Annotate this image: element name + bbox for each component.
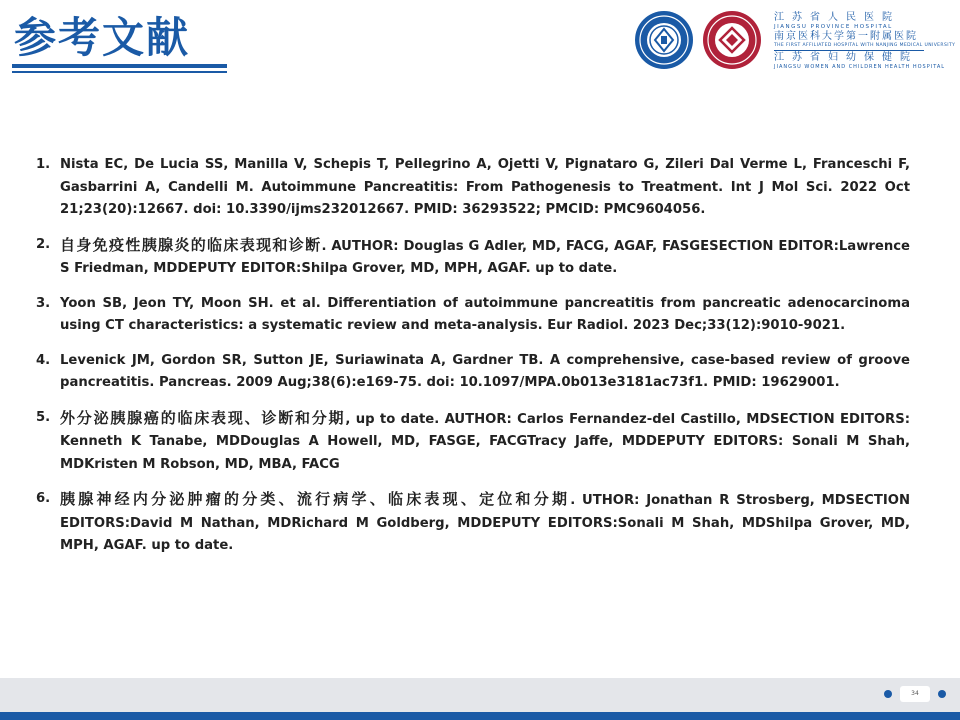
hospital-name-cn: 江苏省人民医院 — [774, 12, 900, 23]
reference-text — [60, 154, 910, 222]
slide-header — [0, 0, 960, 90]
reference-chinese-title: 胰腺神经内分泌肿瘤的分类、流行病学、临床表现、定位和分期 — [60, 490, 571, 508]
women-children-hospital-cn: 江苏省妇幼保健院 — [774, 52, 918, 63]
reference-item — [36, 350, 910, 395]
reference-body: Yoon SB, Jeon TY, Moon SH. et al. Differentiation of autoimmune pancreatitis from pancreatic adenocarcinoma using CT characteristics: a systematic review and meta-analysis. Eur Radiol. 2023 Dec;33(12):9010-9021. — [60, 295, 910, 333]
hospital-name-en: JIANGSU PROVINCE HOSPITAL — [774, 24, 893, 30]
reference-body: , up to date. AUTHOR: Carlos Fernandez-del Castillo, MDSECTION EDITORS: Kenneth K Tanabe, MDDouglas A Howell, MD, FASGE, FACGTracy Jaffe, MDDEPUTY EDITORS: Sonali M Shah, MDKristen M Robson, MD, MBA, FACG — [60, 411, 910, 472]
reference-chinese-title: 自身免疫性胰腺炎的临床表现和诊断 — [60, 235, 322, 254]
footer-bar — [0, 712, 960, 720]
reference-number: 1. — [36, 157, 51, 172]
title-underline — [12, 64, 227, 68]
reference-body: . AUTHOR: Douglas G Adler, MD, FACG, AGAF, FASGESECTION EDITOR:Lawrence S Friedman, MDDEPUTY EDITOR:Shilpa Grover, MD, MPH, AGAF. up to date. — [60, 238, 910, 276]
reference-number: 5. — [36, 409, 51, 425]
reference-item — [36, 234, 910, 281]
reference-number: 3. — [36, 295, 51, 311]
women-children-hospital-en: JIANGSU WOMEN AND CHILDREN HEALTH HOSPITAL — [774, 64, 946, 70]
reference-item — [36, 488, 910, 558]
reference-chinese-title: 外分泌胰腺癌的临床表现、诊断和分期 — [60, 408, 346, 427]
footer-band — [0, 678, 960, 712]
reference-body: Nista EC, De Lucia SS, Manilla V, Schepis T, Pellegrino A, Ojetti V, Pignataro G, Zileri Dal Verme L, Franceschi F, Gasbarrini A, Candelli M. Autoimmune Pancreatitis: From Pathogenesis to Treatment. Int J Mol Sci. 2022 Oct 21;23(20):12667. doi: 10.3390/ijms232012667. PMID: 36293522; PMCID: PMC9604056. — [60, 157, 910, 217]
maternal-hospital-logo-icon — [702, 10, 762, 70]
reference-number: 2. — [36, 236, 51, 252]
reference-body: Levenick JM, Gordon SR, Sutton JE, Suriawinata A, Gardner TB. A comprehensive, case-based review of groove pancreatitis. Pancreas. 2009 Aug;38(6):e169-75. doi: 10.1097/MPA.0b013e3181ac73f1. PMID: 19629001. — [60, 352, 910, 390]
affiliated-hospital-cn: 南京医科大学第一附属医院 — [774, 31, 918, 42]
footer-dot-left-icon — [884, 690, 892, 698]
footer-dot-right-icon — [938, 690, 946, 698]
reference-number: 4. — [36, 352, 51, 368]
reference-text — [60, 293, 910, 338]
reference-item — [36, 293, 910, 338]
hospital-logos — [634, 8, 956, 72]
reference-number: 6. — [36, 491, 51, 506]
reference-text — [60, 350, 910, 395]
reference-item — [36, 407, 910, 477]
reference-list — [36, 154, 910, 558]
reference-body: . UTHOR: Jonathan R Strosberg, MDSECTION EDITORS:David M Nathan, MDRichard M Goldberg, MDDEPUTY EDITORS:Sonali M Shah, MDShilpa Grover, MD, MPH, AGAF. up to date. — [60, 493, 910, 553]
affiliated-hospital-en: THE FIRST AFFILIATED HOSPITAL WITH NANJING MEDICAL UNIVERSITY — [774, 43, 956, 48]
reference-item — [36, 154, 910, 222]
reference-text — [60, 407, 910, 477]
reference-text — [60, 488, 910, 558]
title-underline-thin — [12, 71, 227, 73]
hospital-divider — [774, 50, 924, 51]
university-logo-icon — [634, 10, 694, 70]
hospital-name-block — [774, 12, 956, 71]
slide-title: 参考文献 — [14, 13, 191, 62]
page-number: 34 — [900, 686, 930, 702]
reference-text — [60, 234, 910, 281]
